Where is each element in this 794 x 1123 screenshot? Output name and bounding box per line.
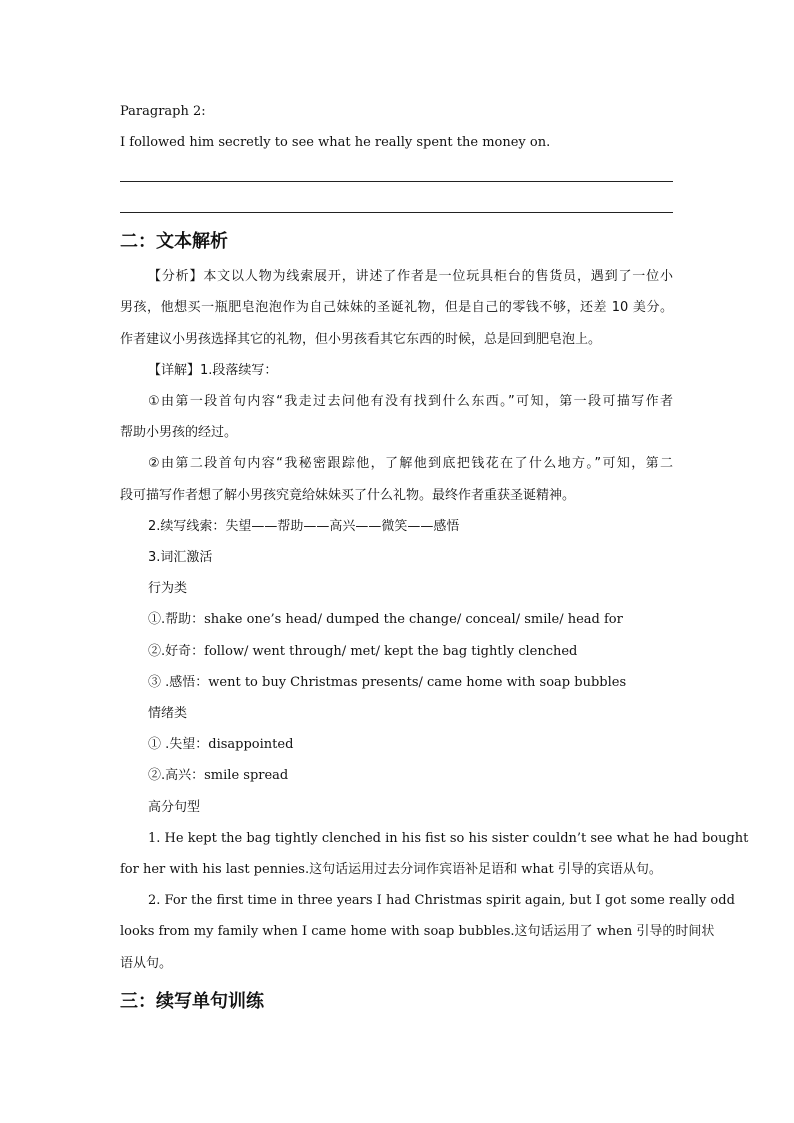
action-item-3: ③ .感悟：went to buy Christmas presents/ came home with soap bubbles [148, 675, 627, 690]
sentence2-line-1: 2. For the first time in three years I had Christmas spirit again, but I got some really odd [148, 893, 735, 908]
emotion-item-2: ②.高兴：smile spread [148, 768, 289, 783]
continuation-clue: 2.续写线索：失望——帮助——高兴——微笑——感悟 [148, 519, 460, 534]
emotion-item-1: ① .失望：disappointed [148, 737, 294, 752]
point1-line-1: ①由第一段首句内容“我走过去问他有没有找到什么东西。”可知，第一段可描写作者 [148, 394, 673, 409]
detail-title: 【详解】1.段落续写： [148, 363, 278, 378]
action-item-1: ①.帮助：shake one’s head/ dumped the change/ conceal/ smile/ head for [148, 612, 623, 627]
analysis-line-1: 【分析】本文以人物为线索展开，讲述了作者是一位玩具柜台的售货员，遇到了一位小 [148, 269, 673, 284]
action-item-2: ②.好奇：follow/ went through/ met/ kept the bag tightly clenched [148, 644, 578, 659]
sentence1-line-1: 1. He kept the bag tightly clenched in his fist so his sister couldn’t see what he had bought [148, 831, 749, 846]
action-category-title: 行为类 [148, 581, 188, 596]
writing-line-1 [120, 181, 673, 182]
analysis-line-2: 男孩，他想买一瓶肥皂泡泡作为自己妹妹的圣诞礼物，但是自己的零钱不够，还差 10 美分。 [120, 300, 673, 315]
analysis-line-3: 作者建议小男孩选择其它的礼物，但小男孩看其它东西的时候，总是回到肥皂泡上。 [120, 332, 602, 347]
point2-line-2: 段可描写作者想了解小男孩究竟给妹妹买了什么礼物。最终作者重获圣诞精神。 [120, 488, 576, 503]
point1-line-2: 帮助小男孩的经过。 [120, 425, 238, 440]
writing-line-2 [120, 212, 673, 213]
prompt-sentence: I followed him secretly to see what he really spent the money on. [120, 135, 551, 150]
section-heading-text-analysis: 二：文本解析 [120, 231, 228, 252]
emotion-category-title: 情绪类 [148, 706, 188, 721]
vocab-title: 3.词汇激活 [148, 550, 213, 565]
sentence1-line-2: for her with his last pennies.这句话运用过去分词作宾语补足语和 what 引导的宾语从句。 [120, 862, 662, 877]
section-heading-sentence-training: 三：续写单句训练 [120, 991, 264, 1012]
sentence2-line-3: 语从句。 [120, 956, 173, 971]
sentence2-line-2: looks from my family when I came home with soap bubbles.这句话运用了 when 引导的时间状 [120, 924, 715, 939]
point2-line-1: ②由第二段首句内容“我秘密跟踪他，了解他到底把钱花在了什么地方。”可知，第二 [148, 456, 673, 471]
paragraph-label: Paragraph 2: [120, 104, 206, 119]
sentence-pattern-title: 高分句型 [148, 800, 201, 815]
